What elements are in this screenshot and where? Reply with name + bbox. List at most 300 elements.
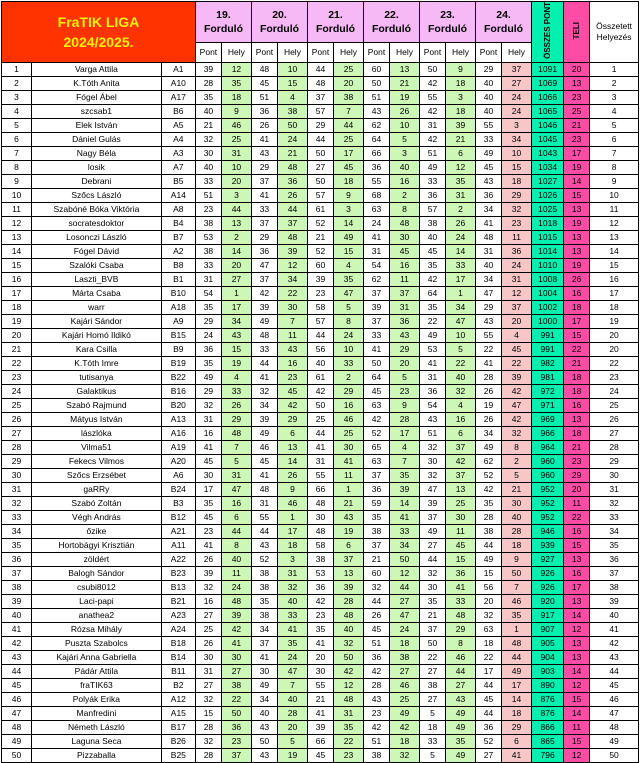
r19-pont-cell: 41 (195, 440, 221, 454)
table-row (2, 342, 639, 356)
player-code-cell: B10 (161, 286, 195, 300)
r24-pont-cell: 18 (476, 636, 502, 650)
r22-hely-cell: 35 (389, 468, 419, 482)
r21-hely-cell: 44 (333, 118, 363, 132)
r24-hely-cell: 39 (501, 370, 531, 384)
rank-cell: 17 (2, 286, 32, 300)
r21-hely-cell: 35 (333, 720, 363, 734)
r20-pont-cell: 33 (251, 202, 277, 216)
table-row (2, 524, 639, 538)
player-code-cell: A3 (161, 146, 195, 160)
rank-cell: 35 (2, 538, 32, 552)
r24-pont-cell: 34 (476, 202, 502, 216)
player-code-cell: B4 (161, 216, 195, 230)
r21-pont-cell: 45 (308, 748, 334, 762)
r19-pont-cell: 49 (195, 370, 221, 384)
player-code-cell: A1 (161, 62, 195, 76)
table-row (2, 174, 639, 188)
r22-hely-cell: 50 (389, 552, 419, 566)
r19-hely-cell: 48 (221, 426, 251, 440)
r24-pont-cell: 45 (476, 160, 502, 174)
player-name-cell: anathea2 (32, 608, 162, 622)
r23-pont-cell: 41 (420, 356, 446, 370)
r19-pont-cell: 30 (195, 650, 221, 664)
r21-pont-cell: 44 (308, 328, 334, 342)
r19-pont-cell: 26 (195, 552, 221, 566)
r24-hely-cell: 45 (501, 342, 531, 356)
r19-pont-cell: 38 (195, 216, 221, 230)
r23-pont-cell: 47 (420, 482, 446, 496)
r24-pont-cell: 47 (476, 286, 502, 300)
r19-hely-cell: 4 (221, 370, 251, 384)
player-name-cell: Polyák Erika (32, 692, 162, 706)
rank-cell: 23 (2, 370, 32, 384)
player-code-cell: B2 (161, 678, 195, 692)
r19-pont-cell: 23 (195, 202, 221, 216)
r23-pont-cell: 33 (420, 734, 446, 748)
r22-hely-cell: 33 (389, 524, 419, 538)
r19-hely-cell: 9 (221, 104, 251, 118)
overall-rank-cell: 35 (590, 538, 639, 552)
r22-hely-cell: 23 (389, 384, 419, 398)
r20-pont-cell: 38 (251, 580, 277, 594)
player-code-cell: B9 (161, 342, 195, 356)
r19-hely-cell: 39 (221, 608, 251, 622)
r23-pont-cell: 42 (420, 104, 446, 118)
player-name-cell: losik (32, 160, 162, 174)
player-name-cell: lászlóka (32, 426, 162, 440)
total-points-cell: 1014 (532, 244, 564, 258)
r21-hely-cell: 29 (333, 384, 363, 398)
r21-hely-cell: 4 (333, 258, 363, 272)
r22-hely-cell: 28 (389, 412, 419, 426)
teli-cell: 12 (564, 622, 590, 636)
player-name-cell: Szabó Zoltán (32, 496, 162, 510)
r19-hely-cell: 20 (221, 174, 251, 188)
rank-cell: 20 (2, 328, 32, 342)
r23-pont-cell: 30 (420, 580, 446, 594)
r20-hely-cell: 11 (277, 328, 307, 342)
player-name-cell: Laci-papi (32, 594, 162, 608)
r22-pont-cell: 28 (364, 678, 390, 692)
sub-pont: Pont (364, 43, 390, 63)
r20-hely-cell: 18 (277, 538, 307, 552)
r23-hely-cell: 30 (445, 510, 475, 524)
total-points-cell: 1010 (532, 258, 564, 272)
table-row (2, 706, 639, 720)
r23-pont-cell: 57 (420, 202, 446, 216)
player-name-cell: Nagy Béla (32, 146, 162, 160)
overall-rank-cell: 17 (590, 286, 639, 300)
r19-hely-cell: 29 (221, 412, 251, 426)
table-row (2, 230, 639, 244)
r20-pont-cell: 43 (251, 720, 277, 734)
r20-hely-cell: 36 (277, 174, 307, 188)
total-points-cell: 1043 (532, 146, 564, 160)
r19-pont-cell: 16 (195, 594, 221, 608)
overall-rank-cell: 12 (590, 216, 639, 230)
r24-pont-cell: 55 (476, 328, 502, 342)
r20-pont-cell: 29 (251, 230, 277, 244)
r24-hely-cell: 42 (501, 384, 531, 398)
r23-pont-cell: 35 (420, 300, 446, 314)
r23-pont-cell: 27 (420, 538, 446, 552)
r22-hely-cell: 48 (389, 216, 419, 230)
r19-hely-cell: 42 (221, 622, 251, 636)
r22-pont-cell: 33 (364, 328, 390, 342)
r24-hely-cell: 18 (501, 538, 531, 552)
r23-hely-cell: 5 (445, 342, 475, 356)
r22-pont-cell: 50 (364, 356, 390, 370)
rank-cell: 12 (2, 216, 32, 230)
overall-rank-cell: 29 (590, 454, 639, 468)
r23-pont-cell: 27 (420, 664, 446, 678)
r20-pont-cell: 45 (251, 76, 277, 90)
r23-pont-cell: 21 (420, 608, 446, 622)
r22-pont-cell: 37 (364, 314, 390, 328)
r20-pont-cell: 44 (251, 356, 277, 370)
r22-hely-cell: 30 (389, 230, 419, 244)
r20-hely-cell: 35 (277, 636, 307, 650)
player-code-cell: A8 (161, 202, 195, 216)
r19-pont-cell: 25 (195, 622, 221, 636)
total-points-cell: 952 (532, 496, 564, 510)
total-points-cell: 1045 (532, 132, 564, 146)
r22-pont-cell: 41 (364, 230, 390, 244)
r20-hely-cell: 32 (277, 580, 307, 594)
player-name-cell: Fógel Dávid (32, 244, 162, 258)
r20-pont-cell: 43 (251, 748, 277, 762)
table-row (2, 132, 639, 146)
r22-pont-cell: 21 (364, 552, 390, 566)
r19-hely-cell: 27 (221, 272, 251, 286)
r19-hely-cell: 13 (221, 216, 251, 230)
teli-cell: 17 (564, 314, 590, 328)
overall-rank-cell: 15 (590, 258, 639, 272)
r24-hely-cell: 4 (501, 328, 531, 342)
r20-hely-cell: 9 (277, 482, 307, 496)
r22-pont-cell: 42 (364, 720, 390, 734)
player-code-cell: A12 (161, 692, 195, 706)
r20-hely-cell: 29 (277, 412, 307, 426)
r21-pont-cell: 50 (308, 174, 334, 188)
table-row (2, 160, 639, 174)
player-name-cell: Dániel Gulás (32, 132, 162, 146)
r20-hely-cell: 31 (277, 566, 307, 580)
r23-pont-cell: 55 (420, 90, 446, 104)
overall-rank-cell: 7 (590, 146, 639, 160)
teli-cell: 23 (564, 90, 590, 104)
r20-pont-cell: 50 (251, 734, 277, 748)
r24-hely-cell: 32 (501, 426, 531, 440)
league-table (1, 1, 639, 763)
r24-pont-cell: 34 (476, 426, 502, 440)
r24-pont-cell: 63 (476, 622, 502, 636)
r19-hely-cell: 25 (221, 132, 251, 146)
r19-pont-cell: 27 (195, 678, 221, 692)
r23-hely-cell: 6 (445, 426, 475, 440)
r23-pont-cell: 42 (420, 272, 446, 286)
r23-hely-cell: 48 (445, 608, 475, 622)
teli-cell: 18 (564, 300, 590, 314)
r22-pont-cell: 23 (364, 706, 390, 720)
rank-cell: 10 (2, 188, 32, 202)
r23-pont-cell: 38 (420, 678, 446, 692)
overall-rank-cell: 3 (590, 90, 639, 104)
r21-hely-cell: 6 (333, 538, 363, 552)
r19-pont-cell: 33 (195, 174, 221, 188)
table-row (2, 566, 639, 580)
rank-cell: 21 (2, 342, 32, 356)
r20-pont-cell: 39 (251, 300, 277, 314)
table-row (2, 426, 639, 440)
player-name-cell: Szőcs Erzsébet (32, 468, 162, 482)
sub-hely: Hely (389, 43, 419, 63)
overall-rank-cell: 48 (590, 720, 639, 734)
player-name-cell: Németh László (32, 720, 162, 734)
r22-hely-cell: 44 (389, 580, 419, 594)
r20-hely-cell: 12 (277, 258, 307, 272)
r19-pont-cell: 29 (195, 384, 221, 398)
r23-pont-cell: 50 (420, 62, 446, 76)
r19-hely-cell: 24 (221, 580, 251, 594)
r20-pont-cell: 47 (251, 258, 277, 272)
teli-cell: 16 (564, 566, 590, 580)
r21-pont-cell: 57 (308, 188, 334, 202)
r19-hely-cell: 26 (221, 398, 251, 412)
total-points-cell: 926 (532, 580, 564, 594)
teli-cell: 14 (564, 664, 590, 678)
r22-pont-cell: 38 (364, 748, 390, 762)
r20-pont-cell: 37 (251, 216, 277, 230)
overall-rank-cell: 40 (590, 608, 639, 622)
r24-hely-cell: 48 (501, 636, 531, 650)
r20-pont-cell: 34 (251, 622, 277, 636)
r24-pont-cell: 40 (476, 90, 502, 104)
r24-pont-cell: 40 (476, 76, 502, 90)
player-name-cell: K.Tóth Anita (32, 76, 162, 90)
r19-hely-cell: 3 (221, 188, 251, 202)
r22-pont-cell: 36 (364, 160, 390, 174)
r19-pont-cell: 28 (195, 720, 221, 734)
r20-hely-cell: 10 (277, 62, 307, 76)
r19-pont-cell: 31 (195, 664, 221, 678)
r23-pont-cell: 33 (420, 174, 446, 188)
r23-hely-cell: 22 (445, 356, 475, 370)
r23-hely-cell: 36 (445, 566, 475, 580)
player-code-cell: A4 (161, 132, 195, 146)
r23-pont-cell: 42 (420, 132, 446, 146)
overall-rank-cell: 10 (590, 188, 639, 202)
player-name-cell: Galaktikus (32, 384, 162, 398)
r21-pont-cell: 56 (308, 342, 334, 356)
r23-pont-cell: 18 (420, 720, 446, 734)
total-points-cell: 952 (532, 510, 564, 524)
r19-hely-cell: 31 (221, 146, 251, 160)
r19-pont-cell: 27 (195, 608, 221, 622)
table-row (2, 118, 639, 132)
rank-cell: 6 (2, 132, 32, 146)
r23-hely-cell: 46 (445, 650, 475, 664)
r21-hely-cell: 50 (333, 650, 363, 664)
r23-hely-cell: 15 (445, 552, 475, 566)
r24-pont-cell: 49 (476, 146, 502, 160)
r21-hely-cell: 30 (333, 440, 363, 454)
r23-pont-cell: 42 (420, 76, 446, 90)
r23-pont-cell: 45 (420, 244, 446, 258)
r19-hely-cell: 23 (221, 734, 251, 748)
r23-hely-cell: 34 (445, 300, 475, 314)
r23-hely-cell: 14 (445, 244, 475, 258)
r19-hely-cell: 48 (221, 594, 251, 608)
r24-pont-cell: 44 (476, 538, 502, 552)
sub-pont: Pont (476, 43, 502, 63)
r21-hely-cell: 39 (333, 580, 363, 594)
table-row (2, 398, 639, 412)
r23-hely-cell: 37 (445, 468, 475, 482)
player-code-cell: B16 (161, 384, 195, 398)
round-header-24: 24. Forduló (476, 2, 532, 43)
rank-cell: 38 (2, 580, 32, 594)
player-name-cell: Kajári Sándor (32, 314, 162, 328)
player-code-cell: B19 (161, 356, 195, 370)
r20-pont-cell: 48 (251, 328, 277, 342)
r23-pont-cell: 31 (420, 370, 446, 384)
r20-pont-cell: 37 (251, 636, 277, 650)
r21-pont-cell: 30 (308, 510, 334, 524)
teli-cell: 13 (564, 202, 590, 216)
r19-pont-cell: 31 (195, 412, 221, 426)
teli-cell: 13 (564, 552, 590, 566)
r22-pont-cell: 54 (364, 258, 390, 272)
total-points-cell: 952 (532, 482, 564, 496)
r23-hely-cell: 29 (445, 622, 475, 636)
player-name-cell: Pizzaballa (32, 748, 162, 762)
r23-pont-cell: 37 (420, 510, 446, 524)
r22-hely-cell: 40 (389, 160, 419, 174)
r21-hely-cell: 32 (333, 636, 363, 650)
r22-pont-cell: 36 (364, 482, 390, 496)
r23-pont-cell: 30 (420, 454, 446, 468)
r24-pont-cell: 49 (476, 440, 502, 454)
r19-hely-cell: 15 (221, 342, 251, 356)
r22-hely-cell: 46 (389, 678, 419, 692)
r24-pont-cell: 26 (476, 412, 502, 426)
total-points-cell: 1018 (532, 216, 564, 230)
r24-hely-cell: 11 (501, 230, 531, 244)
total-points-cell: 876 (532, 692, 564, 706)
rank-cell: 39 (2, 594, 32, 608)
rank-cell: 7 (2, 146, 32, 160)
r21-pont-cell: 57 (308, 314, 334, 328)
r22-pont-cell: 43 (364, 104, 390, 118)
player-name-cell: Hortobágyi Krisztián (32, 538, 162, 552)
total-points-cell: 964 (532, 440, 564, 454)
r21-hely-cell: 12 (333, 678, 363, 692)
total-points-cell: 946 (532, 524, 564, 538)
r22-hely-cell: 29 (389, 342, 419, 356)
r24-hely-cell: 27 (501, 76, 531, 90)
r24-pont-cell: 52 (476, 468, 502, 482)
r22-hely-cell: 47 (389, 608, 419, 622)
teli-cell: 18 (564, 384, 590, 398)
player-name-cell: Szabóné Bóka Viktória (32, 202, 162, 216)
rank-cell: 48 (2, 720, 32, 734)
total-points-cell: 1066 (532, 90, 564, 104)
r20-hely-cell: 7 (277, 314, 307, 328)
r19-hely-cell: 10 (221, 160, 251, 174)
r21-hely-cell: 48 (333, 608, 363, 622)
r24-pont-cell: 35 (476, 496, 502, 510)
overall-rank-cell: 46 (590, 692, 639, 706)
r24-pont-cell: 38 (476, 524, 502, 538)
r23-hely-cell: 27 (445, 678, 475, 692)
r22-pont-cell: 62 (364, 118, 390, 132)
r22-hely-cell: 27 (389, 594, 419, 608)
r20-hely-cell: 22 (277, 286, 307, 300)
r19-pont-cell: 28 (195, 748, 221, 762)
r24-pont-cell: 36 (476, 720, 502, 734)
r20-hely-cell: 48 (277, 160, 307, 174)
r23-pont-cell: 51 (420, 146, 446, 160)
r20-pont-cell: 34 (251, 692, 277, 706)
r21-pont-cell: 21 (308, 692, 334, 706)
player-name-cell: Laszti_BVB (32, 272, 162, 286)
r21-pont-cell: 20 (308, 650, 334, 664)
teli-cell: 13 (564, 594, 590, 608)
r19-hely-cell: 50 (221, 706, 251, 720)
r24-hely-cell: 23 (501, 216, 531, 230)
r19-pont-cell: 16 (195, 426, 221, 440)
r23-hely-cell: 49 (445, 706, 475, 720)
player-code-cell: B25 (161, 748, 195, 762)
overall-rank-cell: 50 (590, 748, 639, 762)
rank-cell: 25 (2, 398, 32, 412)
r23-hely-cell: 35 (445, 734, 475, 748)
r21-hely-cell: 25 (333, 132, 363, 146)
table-row (2, 328, 639, 342)
r21-pont-cell: 39 (308, 272, 334, 286)
table-row (2, 272, 639, 286)
r21-pont-cell: 36 (308, 580, 334, 594)
r22-hely-cell: 45 (389, 244, 419, 258)
player-name-cell: tutisanya (32, 370, 162, 384)
r21-hely-cell: 1 (333, 482, 363, 496)
r21-pont-cell: 66 (308, 734, 334, 748)
overall-rank-cell: 33 (590, 510, 639, 524)
r24-pont-cell: 26 (476, 384, 502, 398)
r22-hely-cell: 9 (389, 398, 419, 412)
table-row (2, 202, 639, 216)
r23-pont-cell: 51 (420, 426, 446, 440)
r19-hely-cell: 44 (221, 202, 251, 216)
r21-pont-cell: 44 (308, 132, 334, 146)
r21-hely-cell: 7 (333, 104, 363, 118)
r24-hely-cell: 34 (501, 132, 531, 146)
teli-cell: 13 (564, 636, 590, 650)
r23-pont-cell: 31 (420, 118, 446, 132)
r19-hely-cell: 30 (221, 650, 251, 664)
player-code-cell: B13 (161, 580, 195, 594)
overall-rank-cell: 42 (590, 636, 639, 650)
teli-cell: 14 (564, 174, 590, 188)
total-points-cell: 1027 (532, 174, 564, 188)
total-points-cell: 991 (532, 328, 564, 342)
total-points-cell: 927 (532, 552, 564, 566)
r21-hely-cell: 22 (333, 734, 363, 748)
r19-pont-cell: 53 (195, 230, 221, 244)
r21-pont-cell: 31 (308, 454, 334, 468)
